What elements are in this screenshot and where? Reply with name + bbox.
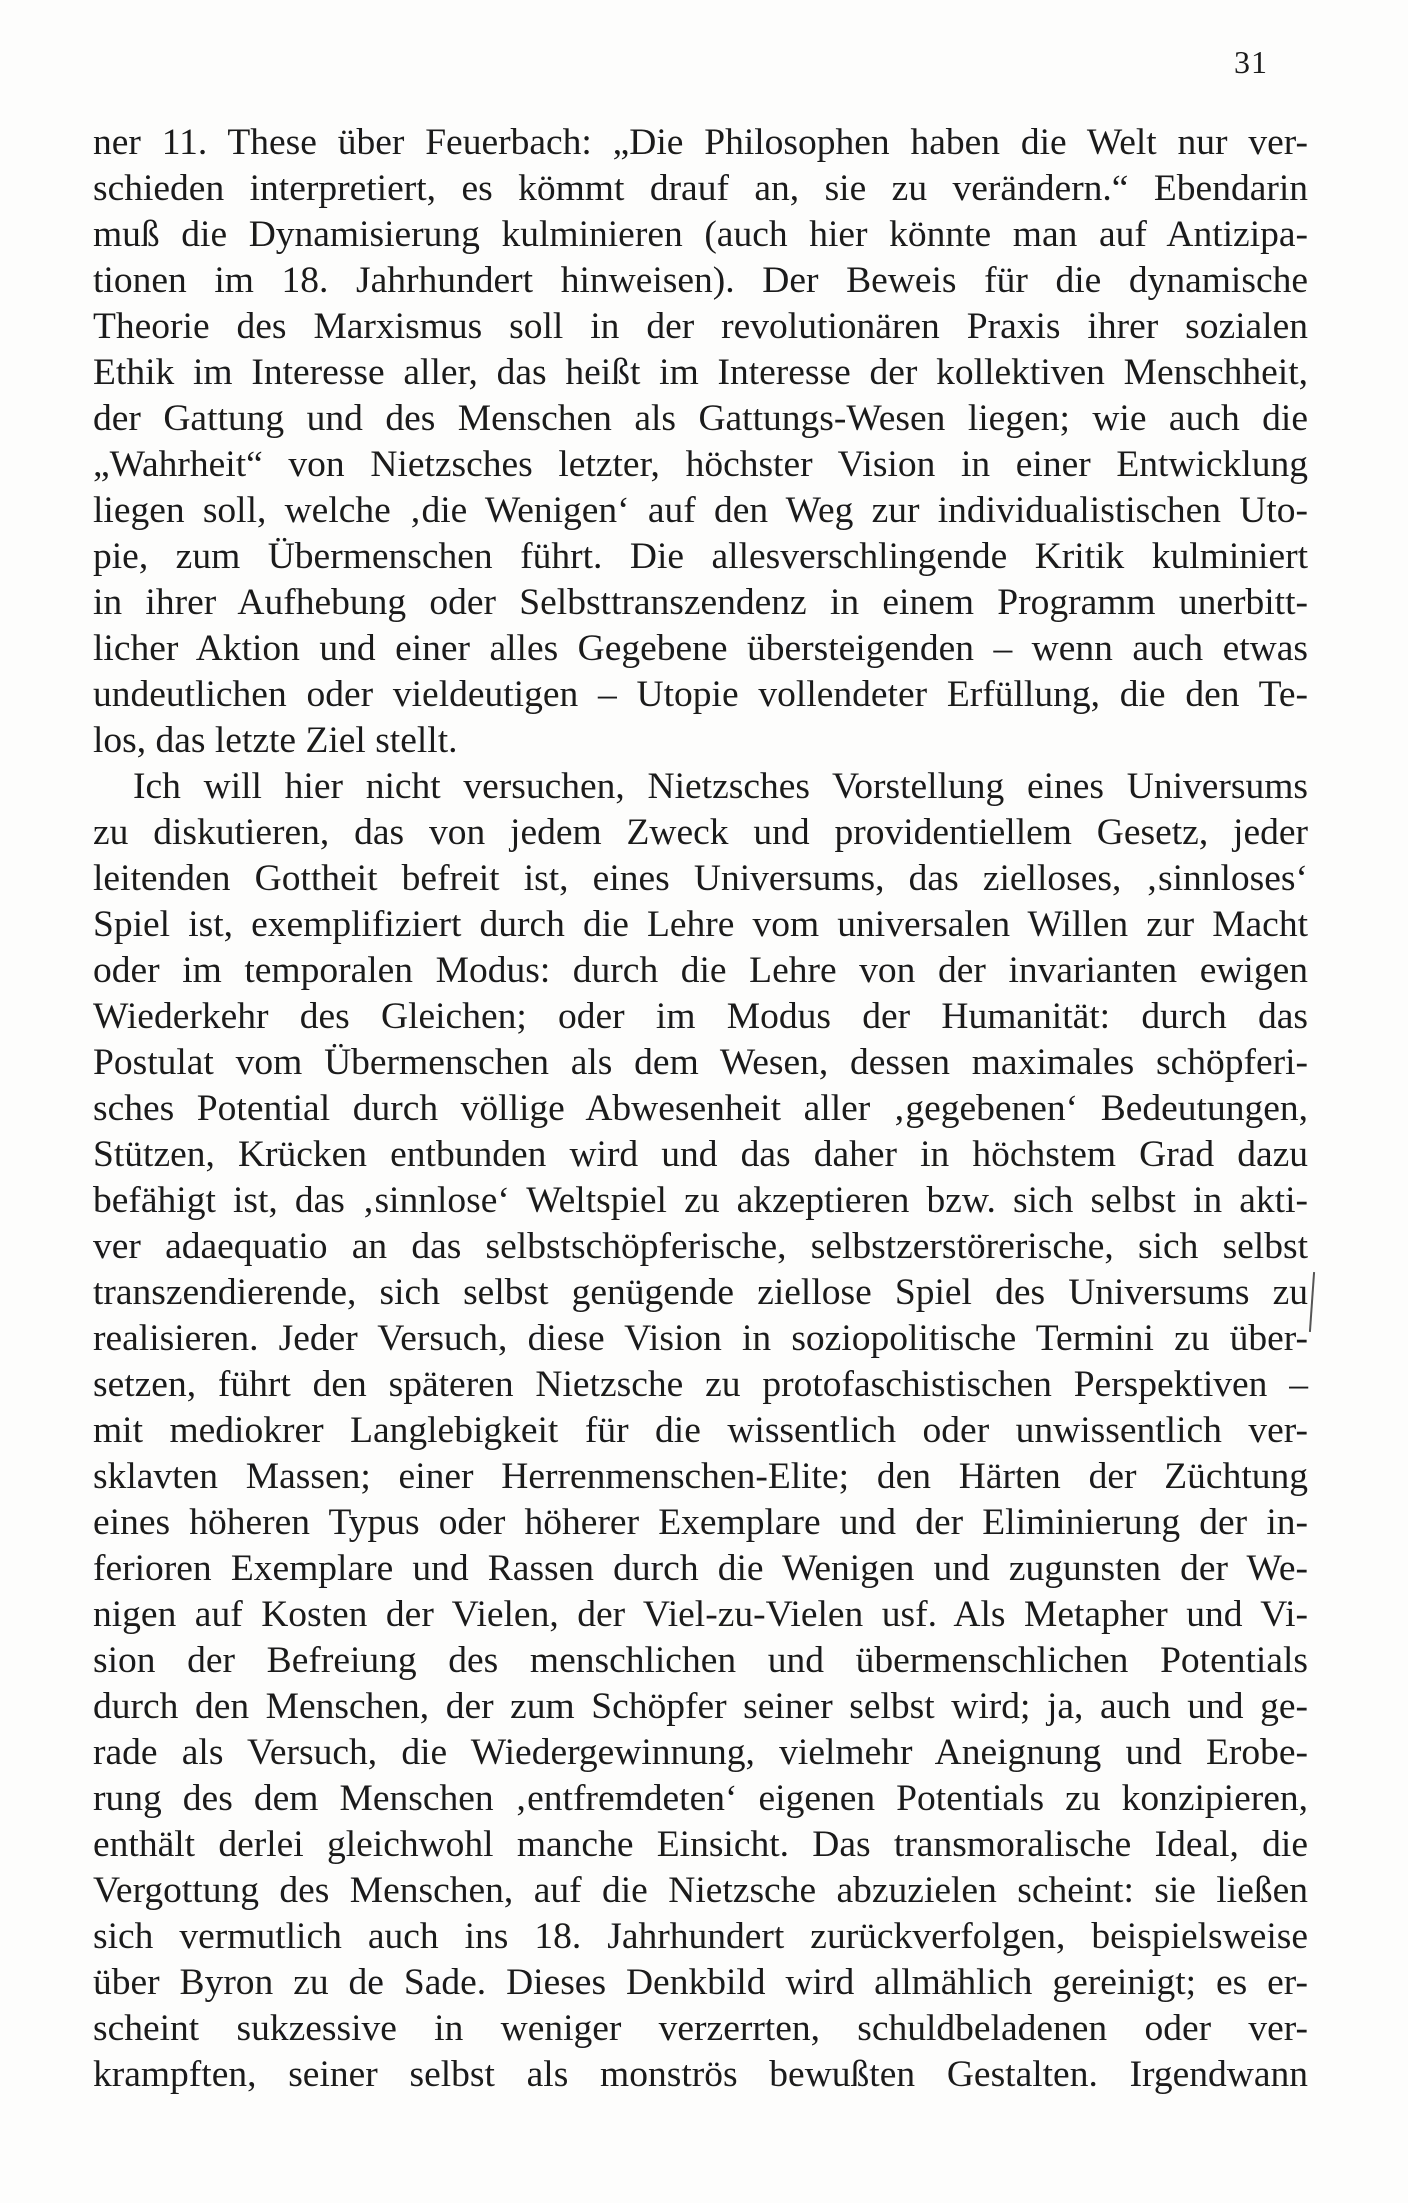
text-line: ferioren Exemplare und Rassen durch die Wenigen und zugunsten der We-: [93, 1548, 1308, 1589]
body-text: [93, 120, 1308, 2098]
paragraph-2: [93, 764, 1308, 2098]
text-line: mit mediokrer Langlebigkeit für die wissentlich oder unwissentlich ver-: [93, 1410, 1308, 1451]
text-line: nigen auf Kosten der Vielen, der Viel-zu-Vielen usf. Als Metapher und Vi-: [93, 1594, 1308, 1635]
text-line: sion der Befreiung des menschlichen und übermenschlichen Potentials: [93, 1640, 1308, 1681]
text-line: muß die Dynamisierung kulminieren (auch hier könnte man auf Antizipa-: [93, 214, 1308, 255]
text-line: in ihrer Aufhebung oder Selbsttranszendenz in einem Programm unerbitt-: [93, 582, 1308, 623]
text-line: enthält derlei gleichwohl manche Einsicht. Das transmoralische Ideal, die: [93, 1824, 1308, 1865]
paragraph-1: [93, 120, 1308, 764]
text-line: zu diskutieren, das von jedem Zweck und providentiellem Gesetz, jeder: [93, 812, 1308, 853]
text-line: befähigt ist, das ‚sinnlose‘ Weltspiel zu akzeptieren bzw. sich selbst in akti-: [93, 1180, 1308, 1221]
text-line: Vergottung des Menschen, auf die Nietzsche abzuzielen scheint: sie ließen: [93, 1870, 1308, 1911]
text-line: scheint sukzessive in weniger verzerrten, schuldbeladenen oder ver-: [93, 2008, 1308, 2049]
text-line: licher Aktion und einer alles Gegebene übersteigenden – wenn auch etwas: [93, 628, 1308, 669]
text-line: pie, zum Übermenschen führt. Die allesverschlingende Kritik kulminiert: [93, 536, 1308, 577]
text-line: ner 11. These über Feuerbach: „Die Philosophen haben die Welt nur ver-: [93, 122, 1308, 163]
text-line: durch den Menschen, der zum Schöpfer seiner selbst wird; ja, auch und ge-: [93, 1686, 1308, 1727]
text-line: undeutlichen oder vieldeutigen – Utopie vollendeter Erfüllung, die den Te-: [93, 674, 1308, 715]
text-line: Wiederkehr des Gleichen; oder im Modus der Humanität: durch das: [93, 996, 1308, 1037]
text-line: der Gattung und des Menschen als Gattungs-Wesen liegen; wie auch die: [93, 398, 1308, 439]
text-line: Spiel ist, exemplifiziert durch die Lehre vom universalen Willen zur Macht: [93, 904, 1308, 945]
text-line: realisieren. Jeder Versuch, diese Vision in soziopolitische Termini zu über-: [93, 1318, 1308, 1359]
text-line: schieden interpretiert, es kömmt drauf an, sie zu verändern.“ Ebendarin: [93, 168, 1308, 209]
text-line: Theorie des Marxismus soll in der revolutionären Praxis ihrer sozialen: [93, 306, 1308, 347]
text-line: Stützen, Krücken entbunden wird und das daher in höchstem Grad dazu: [93, 1134, 1308, 1175]
text-line: Ethik im Interesse aller, das heißt im Interesse der kollektiven Menschheit,: [93, 352, 1308, 393]
text-line: sches Potential durch völlige Abwesenheit aller ‚gegebenen‘ Bedeutungen,: [93, 1088, 1308, 1129]
text-line: krampften, seiner selbst als monströs bewußten Gestalten. Irgendwann: [93, 2054, 1308, 2095]
margin-pencil-mark: [1309, 1272, 1315, 1332]
text-line: ver adaequatio an das selbstschöpferische, selbstzerstörerische, sich selbst: [93, 1226, 1308, 1267]
text-line: über Byron zu de Sade. Dieses Denkbild wird allmählich gereinigt; es er-: [93, 1962, 1308, 2003]
text-line: tionen im 18. Jahrhundert hinweisen). Der Beweis für die dynamische: [93, 260, 1308, 301]
text-line: liegen soll, welche ‚die Wenigen‘ auf den Weg zur individualistischen Uto-: [93, 490, 1308, 531]
text-line: Postulat vom Übermenschen als dem Wesen, dessen maximales schöpferi-: [93, 1042, 1308, 1083]
text-line: eines höheren Typus oder höherer Exemplare und der Eliminierung der in-: [93, 1502, 1308, 1543]
text-line: „Wahrheit“ von Nietzsches letzter, höchster Vision in einer Entwicklung: [93, 444, 1308, 485]
text-line: Ich will hier nicht versuchen, Nietzsches Vorstellung eines Universums: [133, 766, 1308, 807]
text-line: rade als Versuch, die Wiedergewinnung, vielmehr Aneignung und Erobe-: [93, 1732, 1308, 1773]
text-line: los, das letzte Ziel stellt.: [93, 720, 458, 761]
text-line: sich vermutlich auch ins 18. Jahrhundert zurückverfolgen, beispielsweise: [93, 1916, 1308, 1957]
text-line: leitenden Gottheit befreit ist, eines Universums, das zielloses, ‚sinnloses‘: [93, 858, 1308, 899]
page-number: 31: [1234, 44, 1268, 80]
text-line: oder im temporalen Modus: durch die Lehre von der invarianten ewigen: [93, 950, 1308, 991]
text-line: transzendierende, sich selbst genügende ziellose Spiel des Universums zu: [93, 1272, 1308, 1313]
text-line: rung des dem Menschen ‚entfremdeten‘ eigenen Potentials zu konzipieren,: [93, 1778, 1308, 1819]
text-line: setzen, führt den späteren Nietzsche zu protofaschistischen Perspektiven –: [93, 1364, 1308, 1405]
text-line: sklavten Massen; einer Herrenmenschen-Elite; den Härten der Züchtung: [93, 1456, 1308, 1497]
